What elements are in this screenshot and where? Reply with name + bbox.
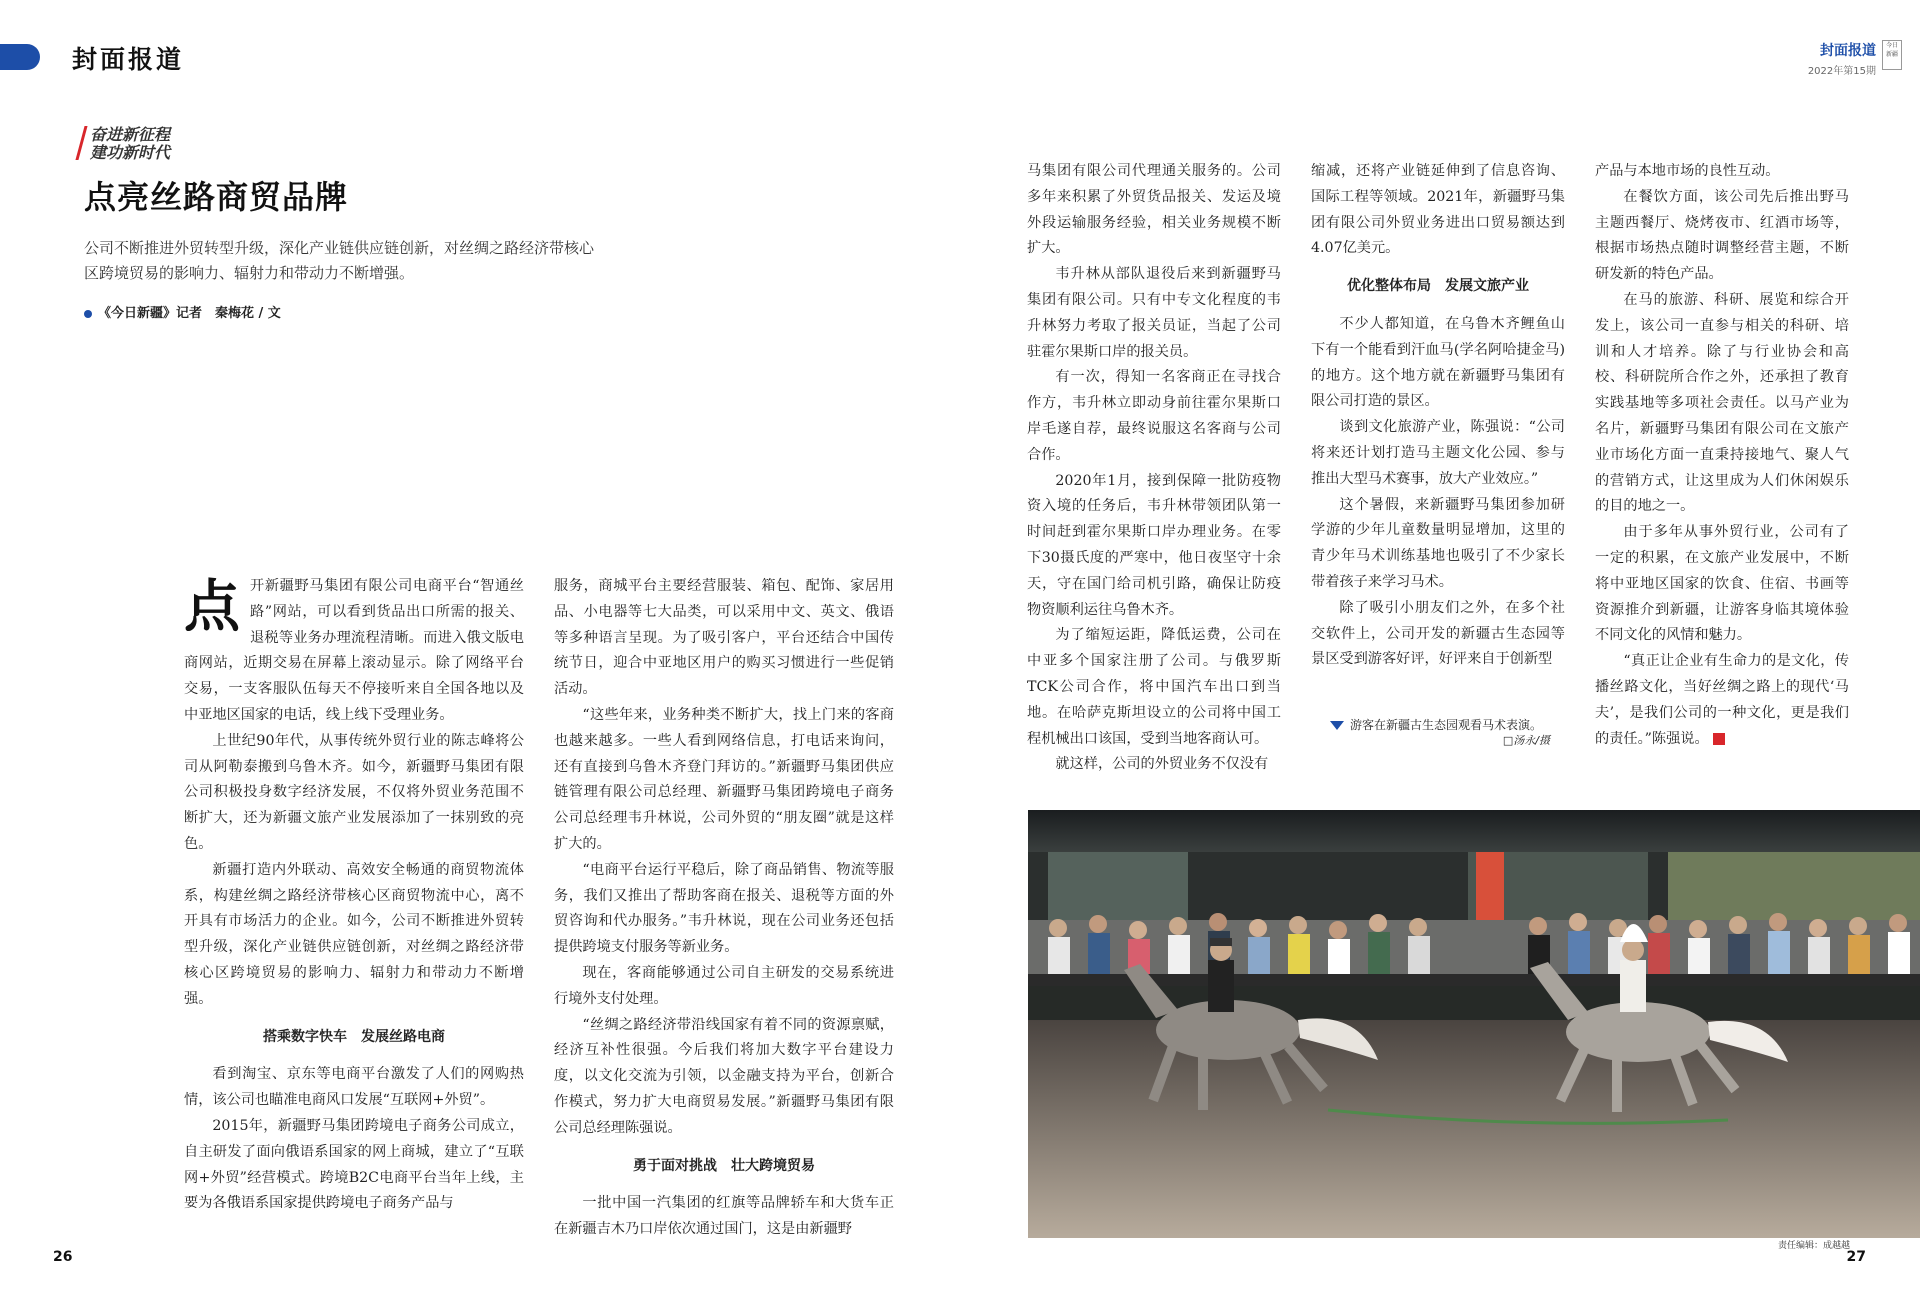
paragraph: “这些年来，业务种类不断扩大，找上门来的客商也越来越多。一些人看到网络信息，打电话来询问，还有直接到乌鲁木齐登门拜访的。”新疆野马集团供应链管理有限公司总经理、新疆野马集团跨境电子商务公司总经理韦升林说，公司外贸的“朋友圈”就是这样扩大的。 [554,706,894,852]
body-column-5 [1595,159,1849,752]
body-column-4 [1311,159,1565,673]
drop-cap: 点 [184,575,240,640]
horse-show-photo [1028,810,1920,1238]
caption-triangle-icon [1330,721,1344,730]
byline-text: 《今日新疆》记者 秦梅花 / 文 [98,306,281,321]
end-mark-icon [1713,733,1725,745]
paragraph: 服务，商城平台主要经营服装、箱包、配饰、家居用品、小电器等七大品类，可以采用中文、英文、俄语等多种语言呈现。为了吸引客户，平台还结合中国传统节日，迎合中亚地区用户的购买习惯进行一些促销活动。 [554,578,894,698]
caption-text: 游客在新疆古生态园观看马术表演。 [1350,718,1543,732]
paragraph: “丝绸之路经济带沿线国家有着不同的资源禀赋，经济互补性很强。今后我们将加大数字平台建设力度，以文化交流为引领，以金融支持为平台，创新合作模式，努力扩大电商贸易发展。”新疆野马集团有限公司总经理陈强说。 [554,1016,894,1136]
paragraph: 除了吸引小朋友们之外，在多个社交软件上，公司开发的新疆古生态园等景区受到游客好评，好评来自于创新型 [1311,599,1565,668]
page-number-left: 26 [53,1249,73,1265]
body-column-2 [554,574,894,1243]
paragraph: 一批中国一汽集团的红旗等品牌轿车和大货车正在新疆吉木乃口岸依次通过国门，这是由新疆野 [554,1195,894,1238]
kicker-accent [75,126,87,160]
photo-credit: □汤永/摄 [1502,734,1550,747]
magazine-badge [1882,40,1902,70]
article-lead: 公司不断推进外贸转型升级，深化产业链供应链创新，对丝绸之路经济带核心区跨境贸易的影响力、辐射力和带动力不断增强。 [84,239,595,282]
paragraph: 上世纪90年代，从事传统外贸行业的陈志峰将公司从阿勒泰搬到乌鲁木齐。如今，新疆野马集团有限公司积极投身数字经济发展，不仅将外贸业务范围不断扩大，还为新疆文旅产业发展添加了一抹别致的亮色。 [184,732,524,852]
paragraph: 韦升林从部队退役后来到新疆野马集团有限公司。只有中专文化程度的韦升林努力考取了报关员证，当起了公司驻霍尔果斯口岸的报关员。 [1027,266,1281,360]
paragraph: 看到淘宝、京东等电商平台激发了人们的网购热情，该公司也瞄准电商风口发展“互联网+外贸”。 [184,1066,524,1109]
issue-label: 2022年第15期 [1807,66,1876,77]
body-column-1 [184,574,524,1217]
article-title: 点亮丝路商贸品牌 [84,178,349,216]
byline-dot-icon [84,310,92,318]
kicker-line-2: 建功新时代 [90,143,171,162]
body-column-3 [1027,159,1281,778]
paragraph [1595,649,1849,752]
paragraph: 开新疆野马集团有限公司电商平台“智通丝路”网站，可以看到货品出口所需的报关、退税等业务办理流程清晰。而进入俄文版电商网站，近期交易在屏幕上滚动显示。除了网络平台交易，一支客服队伍每天不停接听来自全国各地以及中亚地区国家的电话，线上线下受理业务。 [184,578,524,723]
paragraph: 在马的旅游、科研、展览和综合开发上，该公司一直参与相关的科研、培训和人才培养。除了与行业协会和高校、科研院所合作之外，还承担了教育实践基地等多项社会责任。以马产业为名片，新疆野马集团有限公司在文旅产业市场化方面一直秉持接地气、聚人气的营销方式，让这里成为人们休闲娱乐的目的地之一。 [1595,291,1849,515]
paragraph: 不少人都知道，在乌鲁木齐鲤鱼山下有一个能看到汗血马(学名阿哈捷金马)的地方。这个地方就在新疆野马集团有限公司打造的景区。 [1311,315,1565,410]
subheading: 搭乘数字快车 发展丝路电商 [263,1028,445,1045]
paragraph: 缩减，还将产业链延伸到了信息咨询、国际工程等领域。2021年，新疆野马集团有限公司外贸业务进出口贸易额达到4.07亿美元。 [1311,163,1565,257]
paragraph: 由于多年从事外贸行业，公司有了一定的积累，在文旅产业发展中，不断将中亚地区国家的饮食、住宿、书画等资源推介到新疆，让游客身临其境体验不同文化的风情和魅力。 [1595,524,1849,644]
paragraph: 有一次，得知一名客商正在寻找合作方，韦升林立即动身前往霍尔果斯口岸毛遂自荐，最终说服这名客商与公司合作。 [1027,369,1281,463]
subheading: 勇于面对挑战 壮大跨境贸易 [633,1157,815,1174]
byline [84,302,281,321]
page-number-right: 27 [1846,1249,1866,1265]
photo-caption [1330,717,1550,749]
paragraph: 就这样，公司的外贸业务不仅没有 [1055,756,1269,773]
paragraph: 马集团有限公司代理通关服务的。公司多年来积累了外贸货品报关、发运及境外段运输服务经验，相关业务规模不断扩大。 [1027,163,1281,257]
badge-line-2: 新疆 [1885,51,1898,58]
paragraph: “电商平台运行平稳后，除了商品销售、物流等服务，我们又推出了帮助客商在报关、退税等方面的外贸咨询和代办服务。”韦升林说，现在公司业务还包括提供跨境支付服务等新业务。 [554,861,894,956]
kicker-line-1: 奋进新征程 [90,125,171,144]
section-label-left: 封面报道 [72,45,185,74]
paragraph: 2015年，新疆野马集团跨境电子商务公司成立，自主研发了面向俄语系国家的网上商城，建立了“互联网+外贸”经营模式。跨境B2C电商平台当年上线，主要为各俄语系国家提供跨境电子商务产品与 [184,1117,524,1212]
closing-paragraph-text: “真正让企业有生命力的是文化，传播丝路文化，当好丝绸之路上的现代‘马夫’，是我们公司的一种文化，更是我们的责任。”陈强说。 [1595,653,1849,747]
subheading: 优化整体布局 发展文旅产业 [1347,278,1529,295]
responsible-editor: 责任编辑：成越越 [1778,1241,1851,1251]
paragraph: 2020年1月，接到保障一批防疫物资入境的任务后，韦升林带领团队第一时间赶到霍尔果斯口岸办理业务。在零下30摄氏度的严寒中，他日夜坚守十余天，守在国门给司机引路，确保让防疫物资顺利运往乌鲁木齐。 [1027,472,1281,618]
paragraph: 产品与本地市场的良性互动。 [1595,163,1780,179]
paragraph: 现在，客商能够通过公司自主研发的交易系统进行境外支付处理。 [554,964,894,1007]
paragraph: 谈到文化旅游产业，陈强说：“公司将来还计划打造马主题文化公园、参与推出大型马术赛事，放大产业效应。” [1311,419,1565,487]
paragraph: 为了缩短运距，降低运费，公司在中亚多个国家注册了公司。与俄罗斯TCK公司合作，将中国汽车出口到当地。在哈萨克斯坦设立的公司将中国工程机械出口该国，受到当地客商认可。 [1027,627,1281,747]
paragraph: 这个暑假，来新疆野马集团参加研学游的少年儿童数量明显增加，这里的青少年马术训练基地也吸引了不少家长带着孩子来学习马术。 [1311,496,1565,590]
header-accent-bar [0,44,40,70]
section-name-right: 封面报道 [1820,43,1876,59]
kicker [90,126,170,162]
section-label-right [1808,40,1876,77]
paragraph: 在餐饮方面，该公司先后推出野马主题西餐厅、烧烤夜市、红酒市场等，根据市场热点随时调整经营主题，不断研发新的特色产品。 [1595,188,1849,283]
badge-line-1: 今日 [1885,42,1898,49]
paragraph: 新疆打造内外联动、高效安全畅通的商贸物流体系，构建丝绸之路经济带核心区商贸物流中心，离不开具有市场活力的企业。如今，公司不断推进外贸转型升级，深化产业链供应链创新，对丝绸之路经济带核心区跨境贸易的影响力、辐射力和带动力不断增强。 [184,861,524,1007]
